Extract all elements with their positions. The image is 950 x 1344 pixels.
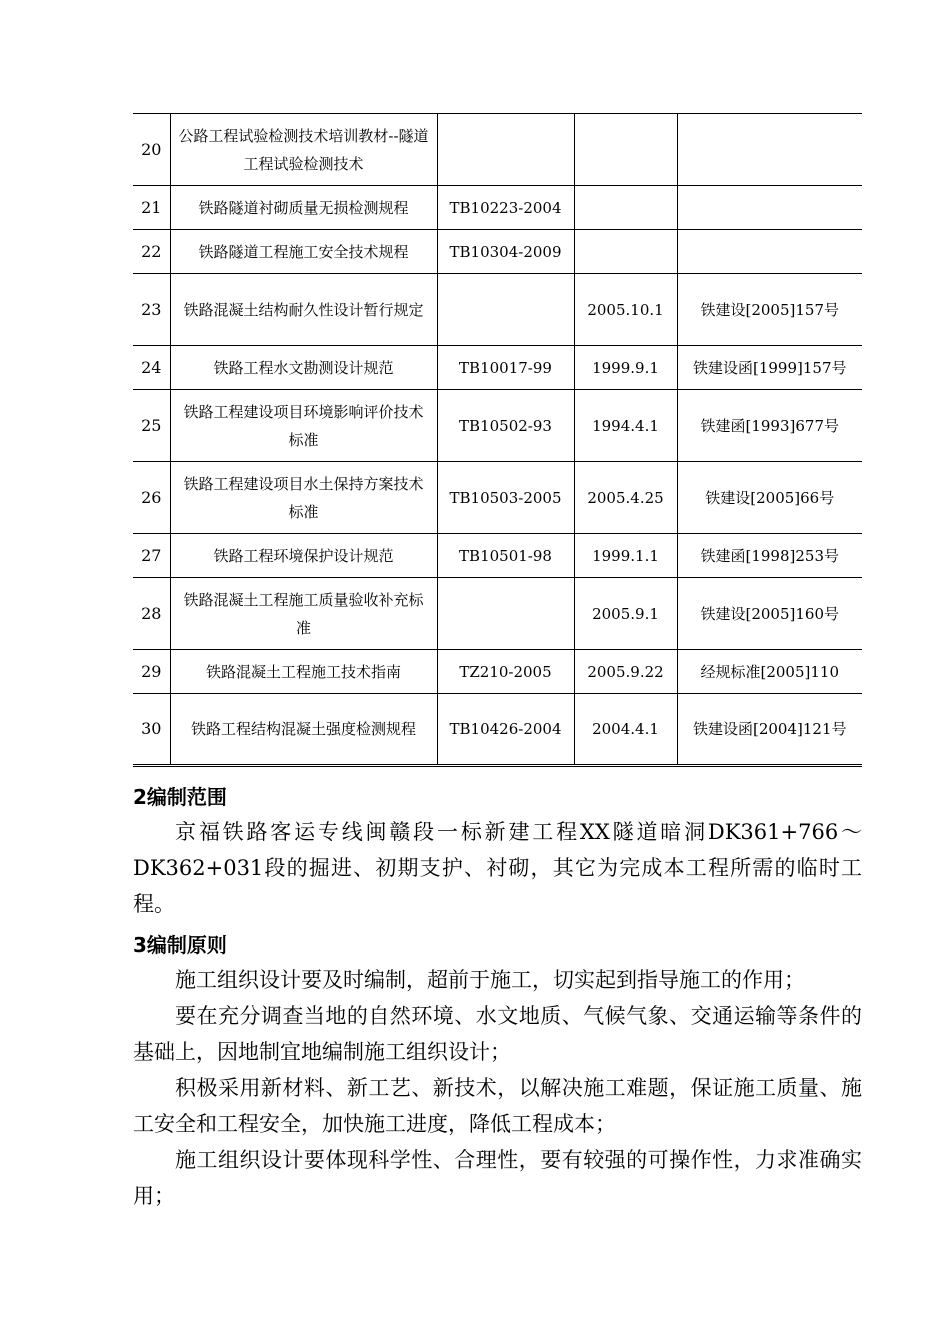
issuing-document: 铁建设函[1999]157号 — [677, 346, 862, 390]
effective-date: 2005.4.25 — [574, 462, 677, 534]
standard-name: 铁路混凝土结构耐久性设计暂行规定 — [170, 274, 437, 346]
standard-name: 铁路混凝土工程施工技术指南 — [170, 650, 437, 694]
standard-code: TB10426-2004 — [437, 694, 574, 766]
standard-name: 公路工程试验检测技术培训教材--隧道工程试验检测技术 — [170, 114, 437, 186]
table-row — [133, 694, 862, 766]
effective-date: 2005.9.22 — [574, 650, 677, 694]
effective-date — [574, 114, 677, 186]
issuing-document — [677, 186, 862, 230]
effective-date — [574, 186, 677, 230]
standard-name: 铁路隧道衬砌质量无损检测规程 — [170, 186, 437, 230]
effective-date: 1994.4.1 — [574, 390, 677, 462]
table-row — [133, 390, 862, 462]
row-number: 24 — [133, 346, 170, 390]
body-paragraph: 积极采用新材料、新工艺、新技术，以解决施工难题，保证施工质量、施工安全和工程安全，加快施工进度，降低工程成本； — [133, 1076, 862, 1136]
body-paragraph: 京福铁路客运专线闽赣段一标新建工程XX隧道暗洞DK361+766～DK362+031段的掘进、初期支护、衬砌，其它为完成本工程所需的临时工程。 — [133, 820, 862, 916]
standard-code: TB10502-93 — [437, 390, 574, 462]
standard-code — [437, 274, 574, 346]
issuing-document: 铁建设[2005]66号 — [677, 462, 862, 534]
table-row — [133, 346, 862, 390]
body-paragraph: 要在充分调查当地的自然环境、水文地质、气候气象、交通运输等条件的基础上，因地制宜地编制施工组织设计； — [133, 1004, 862, 1064]
effective-date: 2005.9.1 — [574, 578, 677, 650]
standard-code — [437, 578, 574, 650]
section-heading: 2编制范围 — [133, 785, 227, 809]
row-number: 30 — [133, 694, 170, 766]
table-row — [133, 274, 862, 346]
effective-date: 1999.9.1 — [574, 346, 677, 390]
standard-code — [437, 114, 574, 186]
standard-code: TB10223-2004 — [437, 186, 574, 230]
standard-name: 铁路工程结构混凝土强度检测规程 — [170, 694, 437, 766]
row-number: 21 — [133, 186, 170, 230]
issuing-document: 铁建设[2005]160号 — [677, 578, 862, 650]
section-scope — [133, 780, 862, 922]
issuing-document — [677, 114, 862, 186]
body-paragraph: 施工组织设计要体现科学性、合理性，要有较强的可操作性，力求准确实用； — [133, 1148, 862, 1208]
issuing-document: 经规标准[2005]110 — [677, 650, 862, 694]
standard-name: 铁路隧道工程施工安全技术规程 — [170, 230, 437, 274]
table-row — [133, 114, 862, 186]
body-paragraph: 施工组织设计要及时编制，超前于施工，切实起到指导施工的作用； — [175, 968, 805, 992]
standard-name: 铁路工程建设项目水土保持方案技术标准 — [170, 462, 437, 534]
effective-date: 2004.4.1 — [574, 694, 677, 766]
standard-code: TB10501-98 — [437, 534, 574, 578]
issuing-document: 铁建设函[2004]121号 — [677, 694, 862, 766]
table-row — [133, 650, 862, 694]
issuing-document: 铁建函[1998]253号 — [677, 534, 862, 578]
row-number: 26 — [133, 462, 170, 534]
table-row — [133, 462, 862, 534]
standards-table — [133, 113, 862, 767]
standard-code: TB10017-99 — [437, 346, 574, 390]
issuing-document — [677, 230, 862, 274]
table-row — [133, 230, 862, 274]
table-row — [133, 534, 862, 578]
row-number: 20 — [133, 114, 170, 186]
effective-date: 2005.10.1 — [574, 274, 677, 346]
table-row — [133, 578, 862, 650]
table-row — [133, 186, 862, 230]
standard-name: 铁路工程环境保护设计规范 — [170, 534, 437, 578]
standard-name: 铁路工程建设项目环境影响评价技术标准 — [170, 390, 437, 462]
row-number: 25 — [133, 390, 170, 462]
issuing-document: 铁建函[1993]677号 — [677, 390, 862, 462]
section-principles — [133, 928, 862, 1214]
effective-date — [574, 230, 677, 274]
effective-date: 1999.1.1 — [574, 534, 677, 578]
section-heading: 3编制原则 — [133, 933, 227, 957]
row-number: 23 — [133, 274, 170, 346]
standard-code: TZ210-2005 — [437, 650, 574, 694]
standard-code: TB10304-2009 — [437, 230, 574, 274]
row-number: 22 — [133, 230, 170, 274]
standard-name: 铁路混凝土工程施工质量验收补充标准 — [170, 578, 437, 650]
row-number: 28 — [133, 578, 170, 650]
standard-code: TB10503-2005 — [437, 462, 574, 534]
row-number: 27 — [133, 534, 170, 578]
issuing-document: 铁建设[2005]157号 — [677, 274, 862, 346]
row-number: 29 — [133, 650, 170, 694]
standard-name: 铁路工程水文勘测设计规范 — [170, 346, 437, 390]
